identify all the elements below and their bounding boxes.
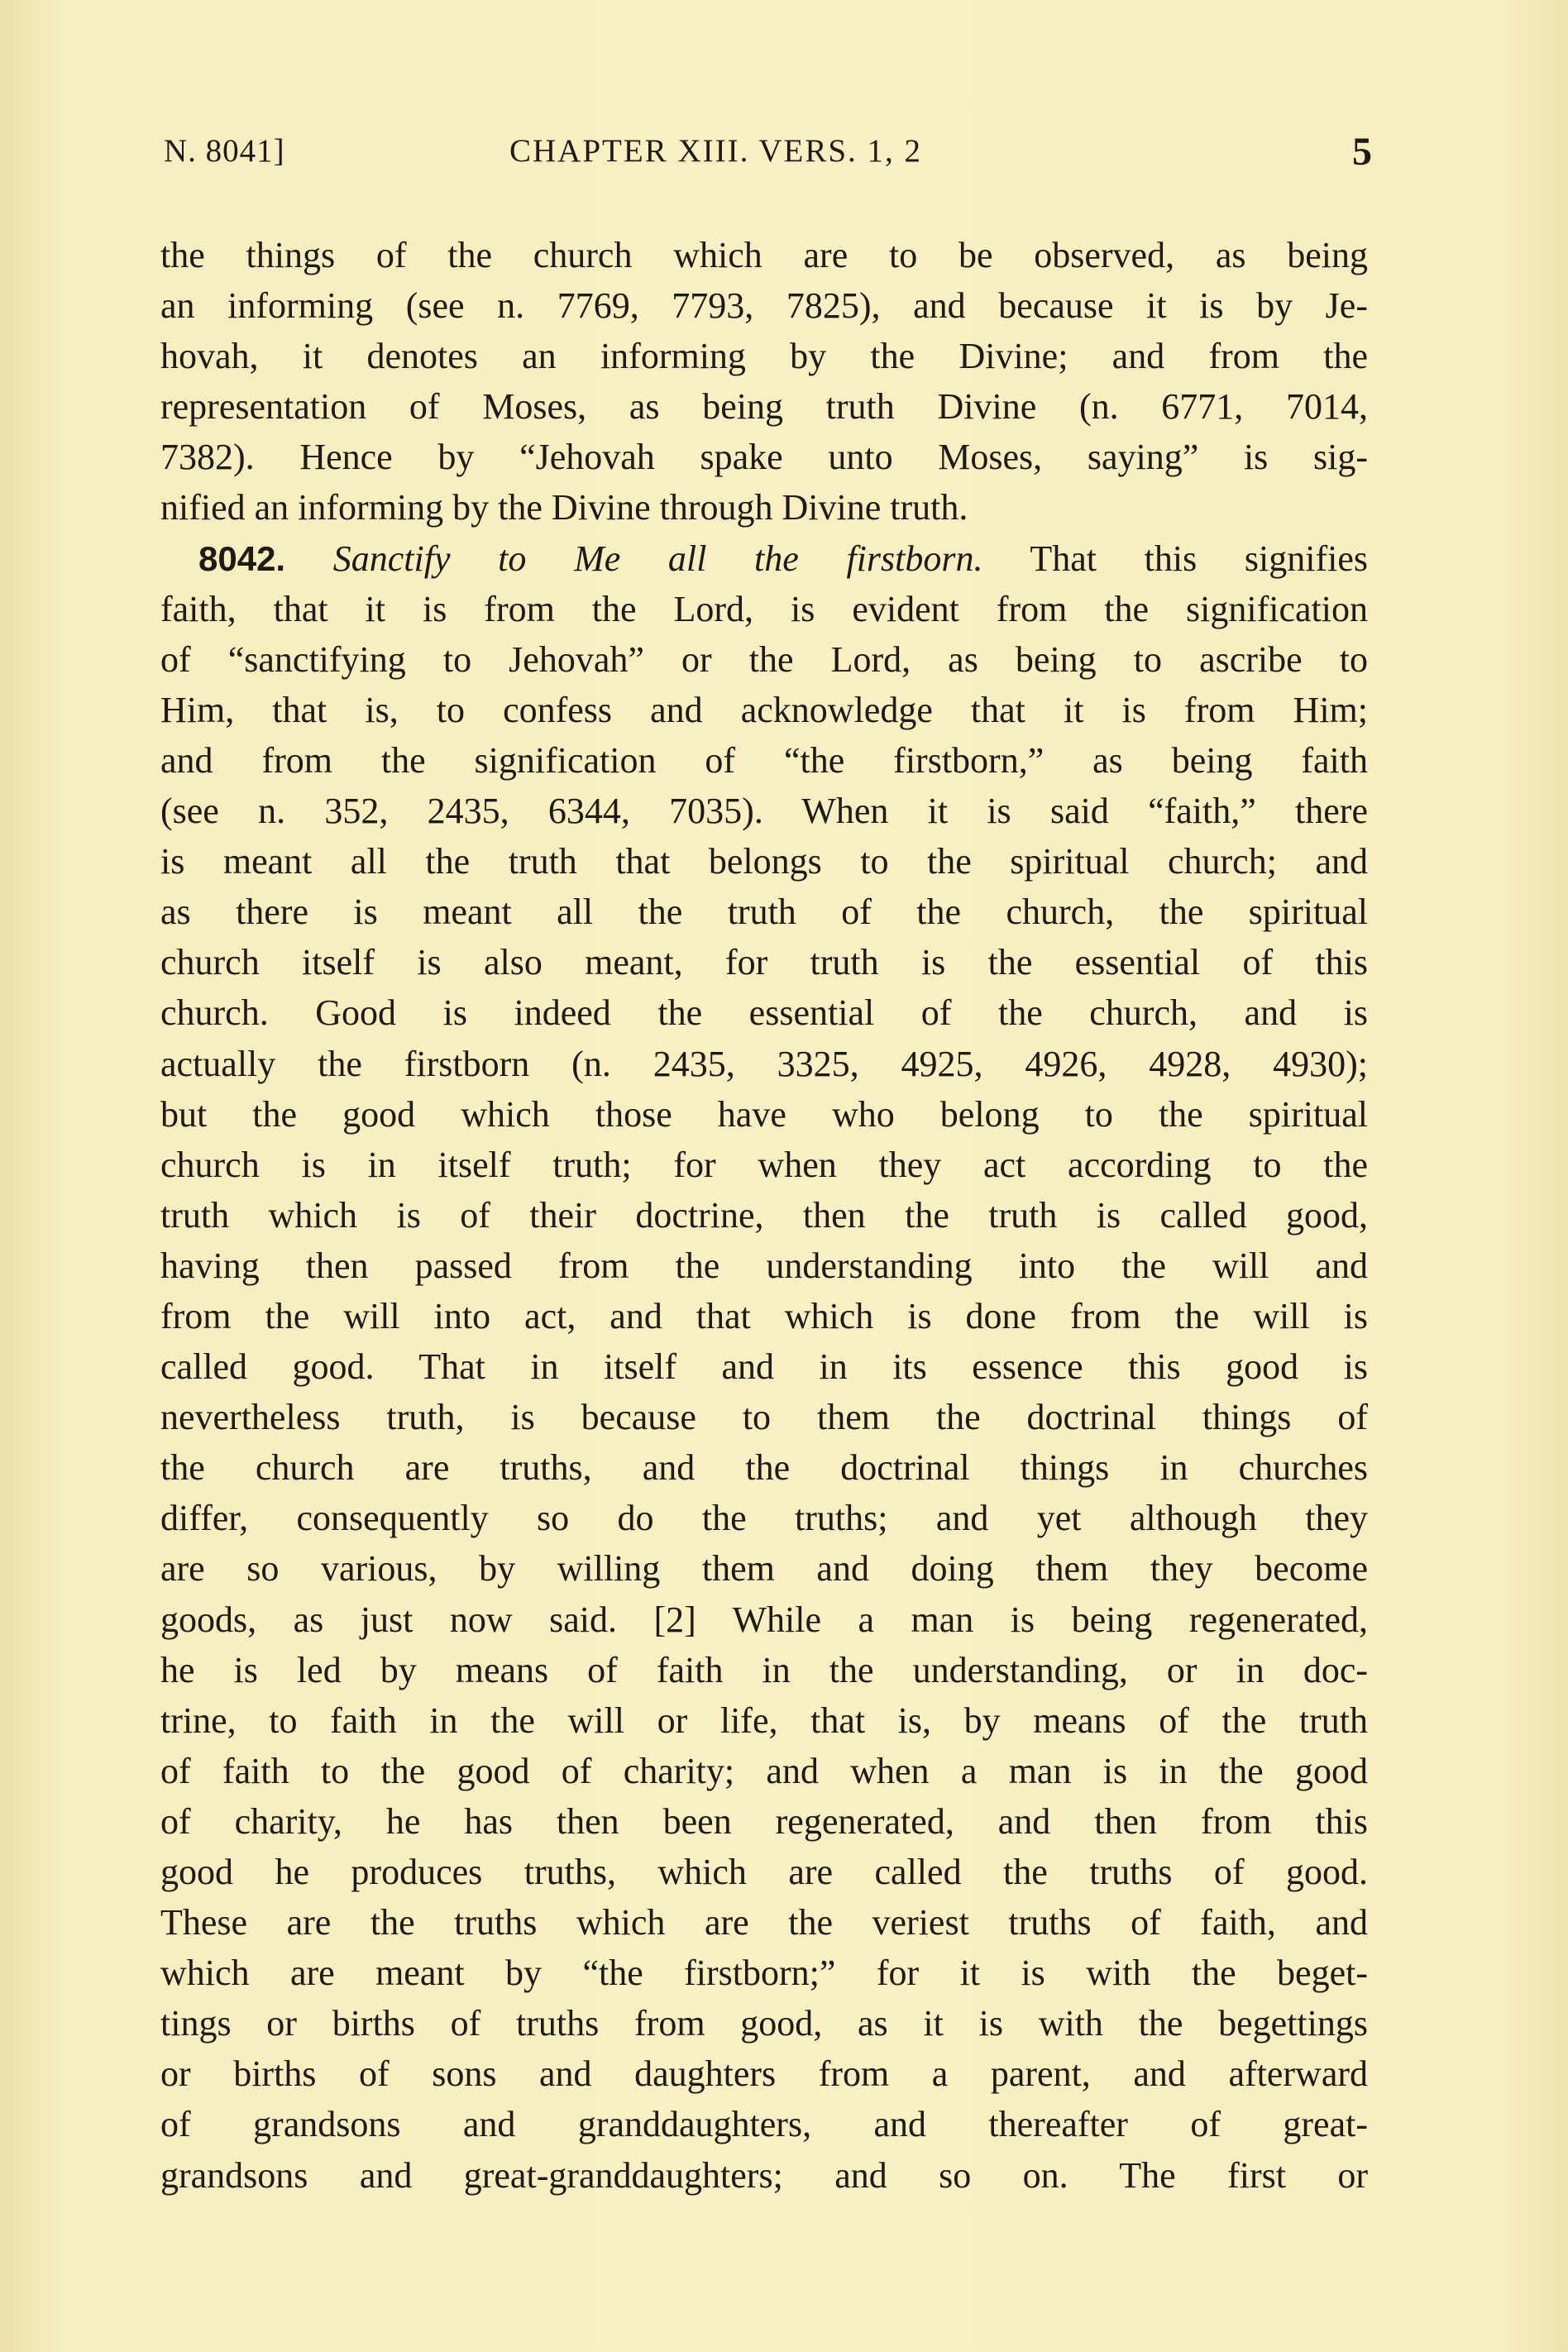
text-line: good he produces truths, which are called the truths of good. [160, 1852, 1368, 1892]
paragraph-start-line [160, 533, 1368, 584]
text-line: as there is meant all the truth of the church, the spiritual [160, 892, 1368, 933]
text-line: called good. That in itself and in its essence this good is [160, 1346, 1368, 1388]
text-line: church is in itself truth; for when they act according to the [160, 1144, 1368, 1185]
text-line: the things of the church which are to be observed, as being [160, 235, 1368, 275]
text-line: of grandsons and granddaughters, and thereafter of great- [160, 2104, 1368, 2145]
scripture-quote: Sanctify to Me all the firstborn. [332, 538, 983, 579]
text-line: of “sanctifying to Jehovah” or the Lord, as being to ascribe to [160, 638, 1368, 680]
text-line: but the good which those have who belong to the spiritual [160, 1093, 1368, 1135]
text-line: Him, that is, to confess and acknowledge that it is from Him; [160, 689, 1368, 730]
text-line: are so various, by willing them and doing them they become [160, 1548, 1368, 1590]
text-line: the church are truths, and the doctrinal things in churches [160, 1447, 1368, 1489]
chapter-title: CHAPTER XIII. VERS. 1, 2 [509, 133, 923, 169]
text-line: 7382). Hence by “Jehovah spake unto Moses, saying” is sig- [160, 437, 1368, 478]
text-line: goods, as just now said. [2] While a man is being regenerated, [160, 1599, 1368, 1640]
text-fragment: That this signifies [1030, 538, 1368, 579]
page-number: 5 [1352, 130, 1373, 174]
text-line: of faith to the good of charity; and when a man is in the good [160, 1750, 1368, 1791]
text-line: representation of Moses, as being truth Divine (n. 6771, 7014, [160, 386, 1368, 428]
text-line: church. Good is indeed the essential of the church, and is [160, 992, 1368, 1034]
text-line: an informing (see n. 7769, 7793, 7825), and because it is by Je- [160, 285, 1368, 327]
text-line: he is led by means of faith in the understanding, or in doc- [160, 1649, 1368, 1690]
text-line: actually the firstborn (n. 2435, 3325, 4925, 4926, 4928, 4930); [160, 1043, 1368, 1084]
text-line: of charity, he has then been regenerated, and then from this [160, 1800, 1368, 1842]
text-line: which are meant by “the firstborn;” for it is with the beget- [160, 1953, 1368, 1994]
text-line: is meant all the truth that belongs to the spiritual church; and [160, 841, 1368, 882]
text-line: from the will into act, and that which is done from the will is [160, 1295, 1368, 1336]
text-line: (see n. 352, 2435, 6344, 7035). When it is said “faith,” there [160, 791, 1368, 832]
text-line: nevertheless truth, is because to them the doctrinal things of [160, 1397, 1368, 1438]
text-line: nified an informing by the Divine through Divine truth. [160, 487, 968, 528]
body-text [160, 230, 1368, 2201]
text-line: church itself is also meant, for truth is the essential of this [160, 942, 1368, 983]
text-line: grandsons and great-granddaughters; and so on. The first or [160, 2154, 1368, 2196]
text-line: having then passed from the understanding into the will and [160, 1245, 1368, 1286]
paragraph-number: 8042. [198, 538, 286, 578]
text-line: differ, consequently so do the truths; and yet although they [160, 1498, 1368, 1539]
text-line: or births of sons and daughters from a parent, and afterward [160, 2053, 1368, 2095]
running-header [164, 132, 1373, 182]
text-line: tings or births of truths from good, as it is with the begettings [160, 2003, 1368, 2044]
text-line: and from the signification of “the firstborn,” as being faith [160, 739, 1368, 781]
text-line: truth which is of their doctrine, then the truth is called good, [160, 1194, 1368, 1236]
text-line: trine, to faith in the will or life, that is, by means of the truth [160, 1699, 1368, 1741]
text-line: faith, that it is from the Lord, is evident from the signification [160, 588, 1368, 629]
section-reference: N. 8041] [164, 133, 285, 169]
text-line: hovah, it denotes an informing by the Divine; and from the [160, 336, 1368, 377]
text-line: These are the truths which are the veriest truths of faith, and [160, 1902, 1368, 1943]
